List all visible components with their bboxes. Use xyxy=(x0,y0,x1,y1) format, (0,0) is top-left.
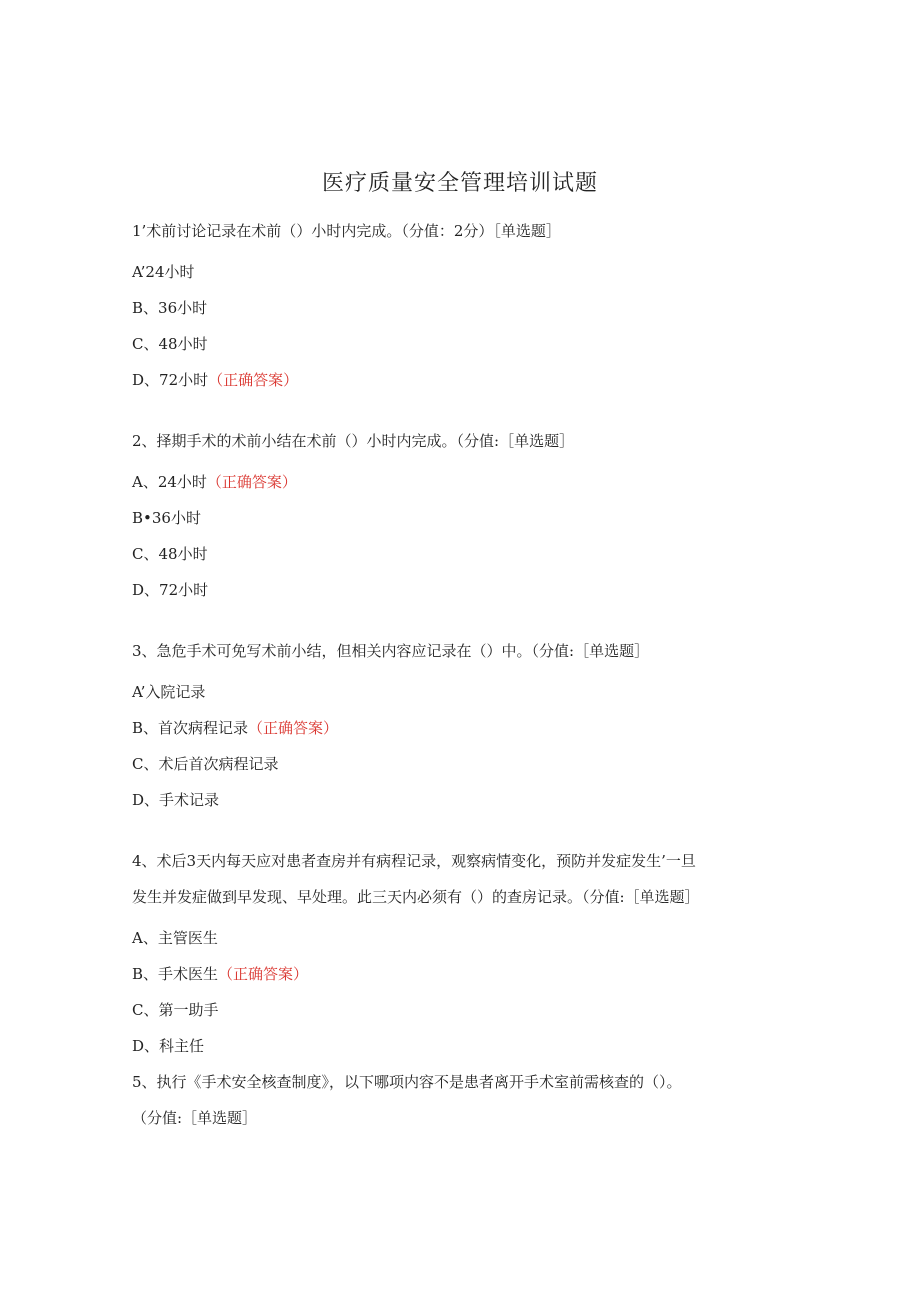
question-5-text-line-1: 5、执行《手术安全核查制度》，以下哪项内容不是患者离开手术室前需核查的（）。 xyxy=(132,1073,682,1091)
question-2-option-a xyxy=(132,471,297,492)
question-2-option-c: C、48小时 xyxy=(132,545,208,563)
question-1-option-a: A’24小时 xyxy=(132,263,195,281)
document-title: 医疗质量安全管理培训试题 xyxy=(321,171,598,196)
question-1-option-d xyxy=(132,369,298,390)
question-1-option-c: C、48小时 xyxy=(132,335,208,353)
question-4-option-a: A、主管医生 xyxy=(132,929,218,947)
option-text: B、手术医生 xyxy=(132,965,219,983)
question-1-option-b: B、36小时 xyxy=(132,299,208,317)
correct-answer-tag: （正确答案） xyxy=(248,719,339,737)
question-4-option-c: C、第一助手 xyxy=(132,1001,219,1019)
correct-answer-tag: （正确答案） xyxy=(218,965,309,983)
question-2-text: 2、择期手术的术前小结在术前（）小时内完成。（分值:［单选题］ xyxy=(132,432,575,450)
option-text: B、首次病程记录 xyxy=(132,719,249,737)
question-1-text: 1’术前讨论记录在术前（）小时内完成。（分值：2分）［单选题］ xyxy=(132,222,561,240)
correct-answer-tag: （正确答案） xyxy=(206,473,297,491)
option-text: A、24小时 xyxy=(132,473,207,491)
question-3-option-b xyxy=(132,717,338,738)
question-2-option-b: B•36小时 xyxy=(132,509,201,527)
question-3-text: 3、急危手术可免写术前小结，但相关内容应记录在（）中。（分值:［单选题］ xyxy=(132,642,650,660)
correct-answer-tag: （正确答案） xyxy=(208,371,299,389)
question-4-option-b xyxy=(132,963,308,984)
question-5-text-line-2: （分值:［单选题］ xyxy=(132,1109,258,1127)
question-3-option-c: C、术后首次病程记录 xyxy=(132,755,279,773)
option-text: D、72小时 xyxy=(132,371,209,389)
question-3-option-a: A’入院记录 xyxy=(132,683,206,701)
question-4-text-line-2: 发生并发症做到早发现、早处理。此三天内必须有（）的查房记录。（分值:［单选题］ xyxy=(132,888,700,906)
question-2-option-d: D、72小时 xyxy=(132,581,209,599)
question-3-option-d: D、手术记录 xyxy=(132,791,220,809)
question-4-text-line-1: 4、术后3天内每天应对患者查房并有病程记录，观察病情变化，预防并发症发生’一旦 xyxy=(132,852,696,870)
question-4-option-d: D、科主任 xyxy=(132,1037,205,1055)
